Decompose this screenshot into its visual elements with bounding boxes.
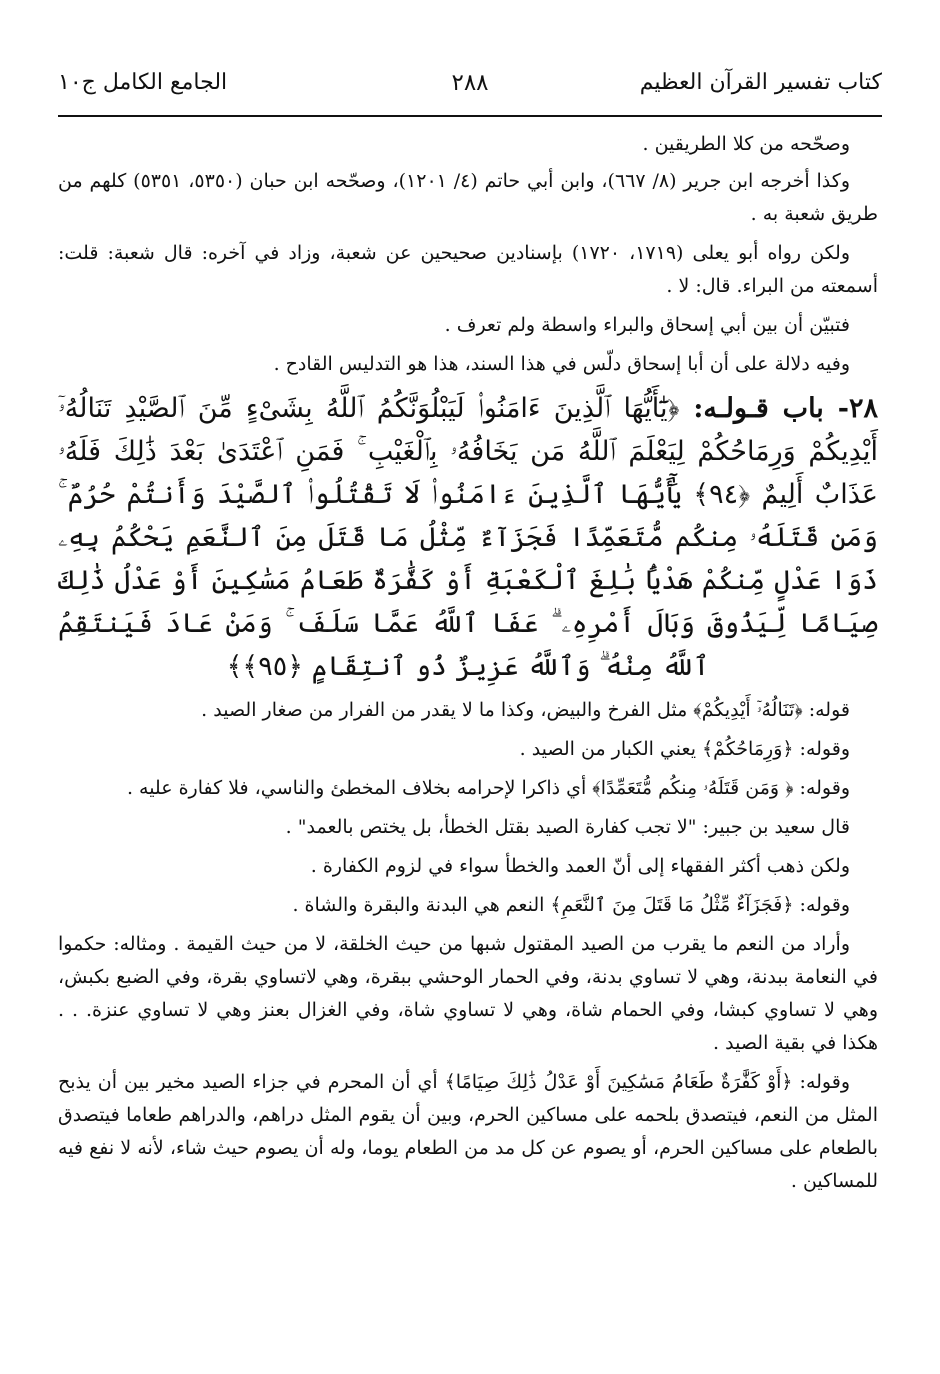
page-header — [58, 58, 882, 110]
paragraph-3: ولكن رواه أبو يعلى (١٧١٩، ١٧٢٠) بإسنادين صحيحين عن شعبة، وزاد في آخره: قال شعبة: قلت: أسمعته من البراء. قال: لا . — [58, 242, 878, 297]
header-rule — [58, 115, 882, 117]
chapter-heading: ٢٨- باب قـولـه: — [693, 393, 878, 424]
paragraph-8: وقوله: ﴿ وَمَن قَتَلَهُۥ مِنكُم مُّتَعَمِّدًا﴾ أي ذاكرا لإحرامه بخلاف المخطئ والناسي، فلا كفارة عليه . — [126, 777, 850, 799]
paragraph-7: وقوله: ﴿وَرِمَاحُكُمْ﴾ يعني الكبار من الصيد . — [519, 738, 850, 760]
chapter-verse-block — [58, 387, 878, 688]
volume-label: الجامع الكامل ج١٠ — [58, 70, 228, 95]
paragraph-10: ولكن ذهب أكثر الفقهاء إلى أنّ العمد والخطأ سواء في لزوم الكفارة . — [310, 855, 850, 877]
paragraph-13: وقوله: ﴿أَوْ كَفَّٰرَةٌ طَعَامُ مَسَٰكِينَ أَوْ عَدْلُ ذَٰلِكَ صِيَامًا﴾ أي أن المحرم في جزاء الصيد مخير بين أن يذبح المثل من النعم، فيتصدق بلحمه على مساكين الحرم، وبين أن يقوم المثل دراهم، والدراهم طعاما فيتصدق بالطعام على مساكين الحرم، أو يصوم عن كل مد من الطعام يوما، وله أن يصوم حيث شاء، لأنه لا نفع فيه للمساكين . — [58, 1071, 878, 1192]
paragraph-6: قوله: ﴿تَنَالُهُۥٓ أَيْدِيكُمْ﴾ مثل الفرخ والبيض، وكذا ما لا يقدر من الفرار من صغار الصيد . — [201, 699, 850, 721]
page-number: ٢٨٨ — [451, 70, 489, 96]
paragraph-2: وكذا أخرجه ابن جرير (٨/ ٦٦٧)، وابن أبي حاتم (٤/ ١٢٠١)، وصحّحه ابن حبان (٥٣٥٠، ٥٣٥١) كلهم من طريق شعبة به . — [58, 170, 878, 225]
page-body — [58, 128, 878, 1204]
paragraph-9: قال سعيد بن جبير: "لا تجب كفارة الصيد بقتل الخطأ، بل يختص بالعمد" . — [285, 816, 850, 838]
paragraph-4: فتبيّن أن بين أبي إسحاق والبراء واسطة ولم تعرف . — [444, 314, 850, 336]
paragraph-11: وقوله: ﴿فَجَزَآءٌ مِّثْلُ مَا قَتَلَ مِنَ ٱلنَّعَمِ﴾ النعم هي البدنة والبقرة والشاة . — [292, 894, 850, 916]
quran-verse: ﴿يَٰٓأَيُّهَا ٱلَّذِينَ ءَامَنُوا۟ لَيَبْلُوَنَّكُمُ ٱللَّهُ بِشَىْءٍ مِّنَ ٱلصَّيْدِ تَنَالُهُۥٓ أَيْدِيكُمْ وَرِمَاحُكُمْ لِيَعْلَمَ ٱللَّهُ مَن يَخَافُهُۥ بِٱلْغَيْبِ ۚ فَمَنِ ٱعْتَدَىٰ بَعْدَ ذَٰلِكَ فَلَهُۥ عَذَابٌ أَلِيمٌ ﴿٩٤﴾ يَٰٓأَيُّهَا ٱلَّذِينَ ءَامَنُوا۟ لَا تَقْتُلُوا۟ ٱلصَّيْدَ وَأَنتُمْ حُرُمٌ ۚ وَمَن قَتَلَهُۥ مِنكُم مُّتَعَمِّدًا فَجَزَآءٌ مِّثْلُ مَا قَتَلَ مِنَ ٱلنَّعَمِ يَحْكُمُ بِهِۦ ذَوَا عَدْلٍ مِّنكُمْ هَدْيًۢا بَٰلِغَ ٱلْكَعْبَةِ أَوْ كَفَّٰرَةٌ طَعَامُ مَسَٰكِينَ أَوْ عَدْلُ ذَٰلِكَ صِيَامًا لِّيَذُوقَ وَبَالَ أَمْرِهِۦ ۗ عَفَا ٱللَّهُ عَمَّا سَلَفَ ۚ وَمَنْ عَادَ فَيَنتَقِمُ ٱللَّهُ مِنْهُ ۗ وَٱللَّهُ عَزِيزٌ ذُو ٱنتِقَامٍ ﴿٩٥﴾﴾ — [58, 393, 878, 682]
book-title: كتاب تفسير القرآن العظيم — [639, 70, 882, 95]
paragraph-12: وأراد من النعم ما يقرب من الصيد المقتول شبها من حيث الخلقة، لا من حيث القيمة . ومثاله: حكموا في النعامة ببدنة، وهي لا تساوي بدنة، وفي الحمار الوحشي ببقرة، وهي لاتساوي بقرة، وفي الضبع بكبش، وهي لا تساوي كبشا، وفي الحمام شاة، وهي لا تساوي شاة، وفي الغزال بعنز وهي لا تساوي عنزة. . . هكذا في بقية الصيد . — [58, 933, 878, 1054]
paragraph-1: وصحّحه من كلا الطريقين . — [642, 133, 850, 155]
paragraph-5: وفيه دلالة على أن أبا إسحاق دلّس في هذا السند، هذا هو التدليس القادح . — [273, 353, 850, 375]
